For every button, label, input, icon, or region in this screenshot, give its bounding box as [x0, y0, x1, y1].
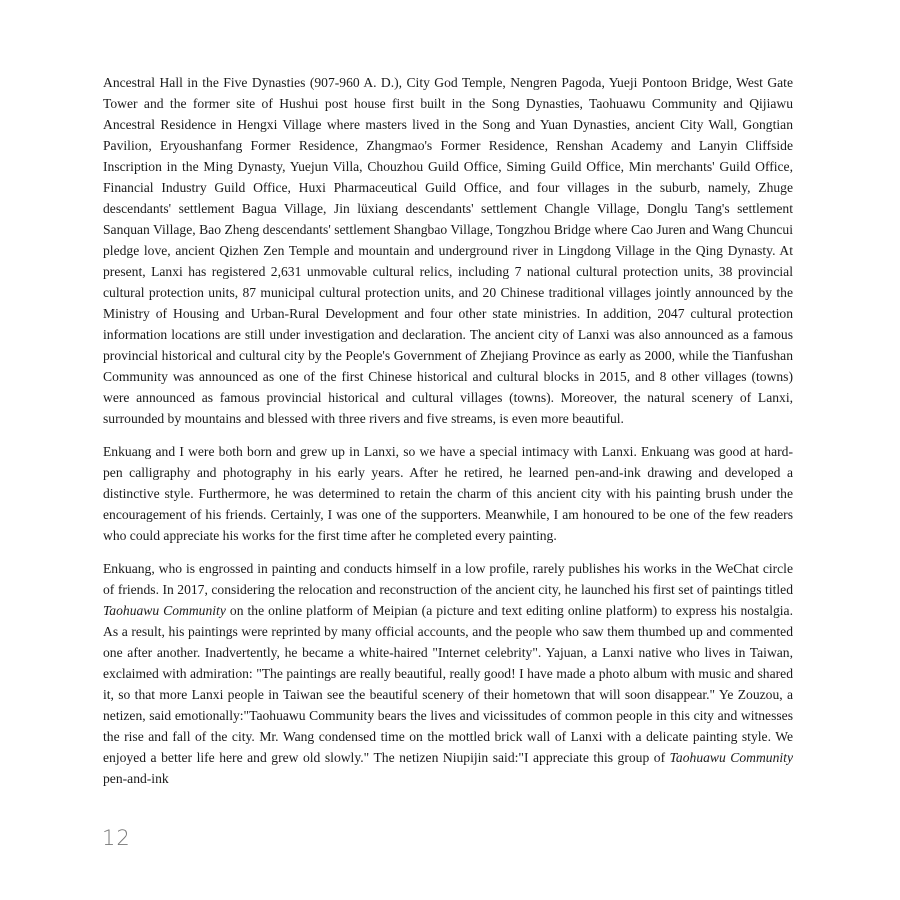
book-title-taohuawu-community-2: Taohuawu Community	[669, 750, 793, 765]
page-number: 12	[102, 826, 131, 850]
paragraph-3-text-2: on the online platform of Meipian (a picture and text editing online platform) to express his nostalgia. As a result, his paintings were reprinted by many official accounts, and the people who saw them thumbed up and commented one after another. Inadvertently, he became a white-haired "Internet celebrity". Yajuan, a Lanxi native who lives in Taiwan, exclaimed with admiration: "The paintings are really beautiful, really good! I have made a photo album with music and shared it, so that more Lanxi people in Taiwan see the beautiful scenery of their hometown that will soon disappear." Ye Zouzou, a netizen, said emotionally:"Taohuawu Community bears the lives and vicissitudes of common people in this city and witnesses the rise and fall of the city. Mr. Wang condensed time on the mottled brick wall of Lanxi with a delicate painting style. We enjoyed a better life here and grew old slowly." The netizen Niupijin said:"I appreciate this group of	[103, 603, 793, 765]
paragraph-heritage-sites: Ancestral Hall in the Five Dynasties (907-960 A. D.), City God Temple, Nengren Pagoda, Yueji Pontoon Bridge, West Gate Tower and the former site of Hushui post house first built in the Song Dynasties, Taohuawu Community and Qijiawu Ancestral Residence in Hengxi Village where masters lived in the Song and Yuan Dynasties, ancient City Wall, Gongtian Pavilion, Eryoushanfang Former Residence, Zhangmao's Former Residence, Renshan Academy and Lanyin Cliffside Inscription in the Ming Dynasty, Yuejun Villa, Chouzhou Guild Office, Siming Guild Office, Min merchants' Guild Office, Financial Industry Guild Office, Huxi Pharmaceutical Guild Office, and four villages in the suburb, namely, Zhuge descendants' settlement Bagua Village, Jin lüxiang descendants' settlement Changle Village, Donglu Tang's settlement Sanquan Village, Bao Zheng descendants' settlement Shangbao Village, Tongzhou Bridge where Cao Juren and Wang Chuncui pledge love, ancient Qizhen Zen Temple and mountain and underground river in Lingdong Village in the Qing Dynasty. At present, Lanxi has registered 2,631 unmovable cultural relics, including 7 national cultural protection units, 38 provincial cultural protection units, 87 municipal cultural protection units, and 20 Chinese traditional villages jointly announced by the Ministry of Housing and Urban-Rural Development and four other state ministries. In addition, 2047 cultural protection information locations are still under investigation and declaration. The ancient city of Lanxi was also announced as a famous provincial historical and cultural city by the People's Government of Zhejiang Province as early as 2000, while the Tianfushan Community was announced as one of the first Chinese historical and cultural blocks in 2015, and 8 other villages (towns) were announced as famous provincial historical and cultural villages (towns). Moreover, the natural scenery of Lanxi, surrounded by mountains and blessed with three rivers and five streams, is even more beautiful.	[103, 75, 793, 426]
paragraph-enkuang-background: Enkuang and I were both born and grew up in Lanxi, so we have a special intimacy with Lanxi. Enkuang was good at hard-pen calligraphy and photography in his early years. After he retired, he learned pen-and-ink drawing and developed a distinctive style. Furthermore, he was determined to retain the charm of this ancient city with his painting brush under the encouragement of his friends. Certainly, I was one of the supporters. Meanwhile, I am honoured to be one of the few readers who could appreciate his works for the first time after he completed every painting.	[103, 444, 793, 543]
document-body	[103, 72, 793, 801]
paragraph-3-text-3: pen-and-ink	[103, 771, 169, 786]
paragraph-3-text-1: Enkuang, who is engrossed in painting and conducts himself in a low profile, rarely publishes his works in the WeChat circle of friends. In 2017, considering the relocation and reconstruction of the ancient city, he launched his first set of paintings titled	[103, 561, 793, 597]
paragraph-internet-celebrity	[103, 558, 793, 789]
book-title-taohuawu-community: Taohuawu Community	[103, 603, 226, 618]
